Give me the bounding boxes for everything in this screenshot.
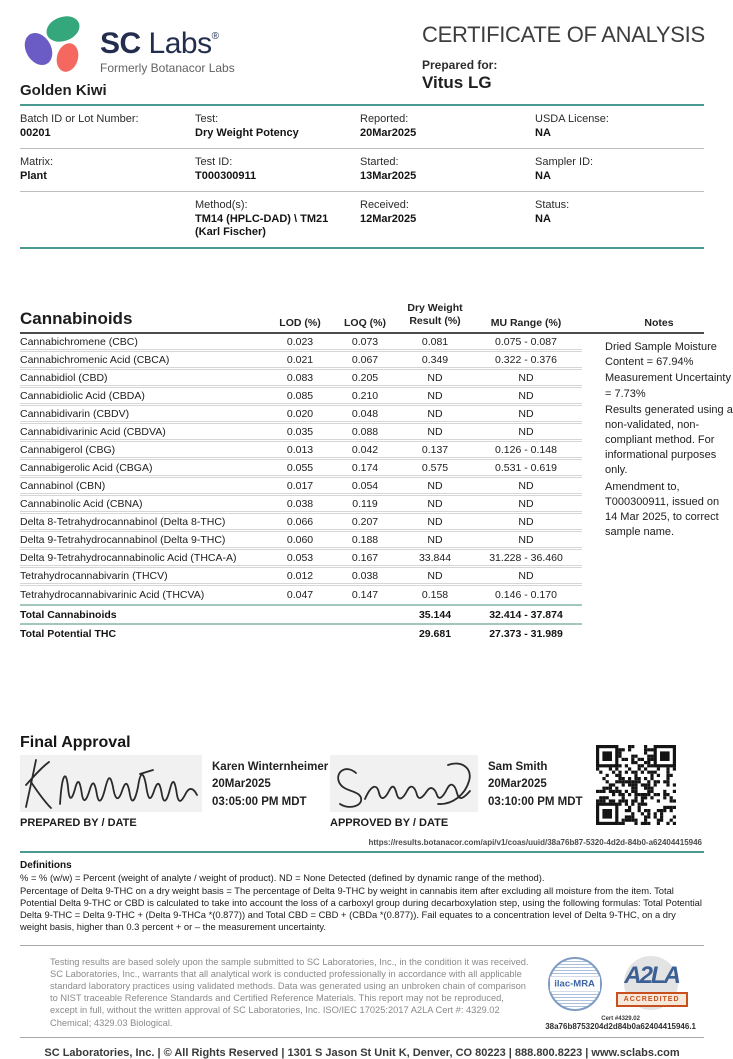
table-row (20, 586, 582, 604)
mu-range-value: 0.126 - 0.148 (495, 443, 557, 456)
table-row (20, 460, 582, 478)
info-value: 00201 (20, 127, 51, 139)
sc-labs-logo (24, 14, 235, 76)
mu-range-value: ND (518, 389, 534, 402)
info-value: T000300911 (195, 169, 257, 182)
table-row (20, 442, 582, 460)
approved-signature (330, 755, 478, 812)
mu-range-value: 0.322 - 0.376 (495, 353, 557, 366)
table-row (20, 568, 582, 586)
mu-range-value: ND (518, 479, 534, 492)
loq-value: 0.119 (352, 497, 378, 510)
coa-url-link[interactable]: https://results.botanacor.com/api/v1/coas/uuid/38a76b87-5320-4d2d-84b0-a62404415946 (20, 835, 704, 853)
lod-value: 0.035 (286, 425, 314, 438)
info-label: Method(s): (195, 198, 248, 211)
info-row (20, 106, 704, 149)
table-row (20, 532, 582, 550)
analyte-name: Cannabinolic Acid (CBNA) (20, 497, 143, 510)
logo-green-dot-icon (43, 12, 83, 46)
report-id: 38a76b8753204d2d84b0a62404415946.1 (545, 1022, 696, 1032)
info-value: 20Mar2025 (360, 127, 417, 139)
sample-info-grid (20, 106, 704, 249)
loq-value: 0.167 (351, 551, 379, 564)
header-right (422, 22, 704, 93)
mu-range-value: ND (518, 407, 534, 420)
ilac-mra-logo (548, 957, 602, 1011)
info-value: 12Mar2025 (360, 212, 417, 225)
lod-value: 0.047 (286, 589, 314, 601)
col-header-lod: LOD (%) (279, 317, 321, 329)
note-text: Dried Sample Moisture Content = 67.94% (605, 341, 717, 369)
table-row (20, 514, 582, 532)
total-potential-thc-row: Total Potential THC 29.681 27.373 - 31.989 (20, 623, 582, 642)
total-result: 29.681 (418, 627, 452, 640)
final-approval-title: Final Approval (20, 734, 131, 751)
info-value: 13Mar2025 (360, 169, 417, 182)
analyte-name: Cannabichromenic Acid (CBCA) (20, 353, 170, 366)
mu-range-value: 31.228 - 36.460 (489, 551, 563, 564)
lod-value: 0.012 (286, 569, 314, 582)
info-label: Started: (360, 155, 399, 168)
logo-text (100, 14, 235, 75)
analyte-name: Cannabidiol (CBD) (20, 371, 108, 384)
note-text: Results generated using a non-validated, non-compliant method. For informational purposes only. (605, 403, 733, 477)
analyte-name: Cannabidivarin (CBDV) (20, 407, 130, 420)
analyte-name: Cannabigerolic Acid (CBGA) (20, 461, 153, 474)
header (20, 0, 704, 106)
prepared-time: 03:05:00 PM MDT (212, 795, 307, 808)
analyte-name: Cannabidiolic Acid (CBDA) (20, 389, 145, 402)
result-value: ND (427, 371, 443, 384)
mu-range-value: ND (518, 533, 534, 546)
cert-number: Cert #4329.02 (601, 1016, 640, 1023)
note-text: Amendment to, T000300911, issued on 14 Mar 2025, to correct sample name. (605, 480, 720, 539)
col-header-result: Dry Weight Result (%) (407, 301, 463, 328)
logo-coral-dot-icon (53, 41, 81, 75)
lod-value: 0.055 (286, 461, 314, 474)
definition-paragraph: Percentage of Delta 9-THC on a dry weight basis = The percentage of Delta 9-THC by weight in cannabis item after excluding all moisture from the item. Total Potential Delta 9-THC or CBD is calculated to take into account the loss of a carboxyl group during decarboxylation step, using the following formulas: Total Potential Delta 9-THC = Delta 9-THC + (Delta 9-THCa *(0.877)) and Total CBD = CBD + (CBDa *(0.877)). Fail equates to a concentration level of Delta 9-THC, on a dry weight basis, higher than 0.3 percent + or – the measurement uncertainty. (20, 885, 702, 933)
a2la-label: A2LA (624, 962, 679, 990)
total-mu: 27.373 - 31.989 (489, 627, 563, 640)
analyte-name: Tetrahydrocannabivarin (THCV) (20, 569, 168, 582)
cannabinoids-title: Cannabinoids (20, 309, 133, 328)
definitions-title: Definitions (20, 860, 72, 871)
table-row (20, 406, 582, 424)
result-value: 0.575 (421, 461, 449, 474)
result-value: ND (427, 407, 443, 420)
table-row (20, 550, 582, 568)
info-row (20, 149, 704, 192)
loq-value: 0.088 (351, 425, 379, 438)
logo-dots-icon (24, 14, 90, 76)
logo-name-light: Labs (148, 27, 212, 60)
logo-name-bold: SC (100, 27, 141, 60)
loq-value: 0.174 (351, 461, 379, 474)
info-label: Status: (535, 198, 570, 211)
analyte-name: Delta 9-Tetrahydrocannabinol (Delta 9-THC) (20, 533, 226, 546)
table-body (20, 334, 704, 604)
mu-range-value: ND (518, 371, 534, 384)
table-row (20, 352, 582, 370)
table-row (20, 424, 582, 442)
approved-by-details (488, 759, 583, 811)
preparer-name: Karen Winternheimer (212, 761, 329, 773)
table-row (20, 370, 582, 388)
result-value: ND (427, 515, 443, 528)
result-value: ND (427, 497, 443, 510)
lod-value: 0.053 (286, 551, 314, 564)
prepared-date: 20Mar2025 (212, 778, 271, 791)
mu-range-value: ND (518, 425, 534, 438)
lod-value: 0.021 (286, 353, 314, 366)
result-value: ND (427, 479, 443, 492)
lod-value: 0.020 (286, 407, 314, 420)
info-label: Test ID: (195, 155, 233, 168)
info-label: USDA License: (535, 113, 609, 125)
approved-date: 20Mar2025 (488, 778, 547, 791)
info-label: Test: (195, 113, 219, 125)
approved-by-label: APPROVED BY / DATE (330, 817, 449, 829)
accreditation-block (545, 956, 696, 1031)
mu-range-value: ND (518, 497, 534, 510)
qr-code (596, 745, 676, 825)
result-value: 0.158 (421, 589, 449, 601)
result-value: ND (427, 533, 443, 546)
total-cannabinoids-row: Total Cannabinoids 35.144 32.414 - 37.874 (20, 604, 582, 623)
analyte-name: Cannabichromene (CBC) (20, 335, 138, 348)
final-approval-section (20, 734, 704, 853)
table-header (20, 303, 704, 334)
col-header-loq: LOQ (%) (344, 317, 386, 329)
info-row (20, 192, 704, 248)
analyte-name: Tetrahydrocannabivarinic Acid (THCVA) (20, 589, 205, 601)
note-text: Measurement Uncertainty = 7.73% (605, 372, 731, 400)
info-value: NA (535, 169, 551, 182)
prepared-by-label: PREPARED BY / DATE (20, 817, 137, 829)
disclaimer-section (20, 946, 704, 1037)
mu-range-value: 0.075 - 0.087 (495, 335, 557, 348)
disclaimer-text: Testing results are based solely upon the sample submitted to SC Laboratories, Inc., in the condition it was received. SC Laboratories, Inc., warrants that all analytical work is conducted professionally in accordance with all applicable standard laboratory practices using validated methods. Data was generated using an unbroken chain of comparison to NIST traceable Reference Standards and Certified Reference Materials. This report may not be reproduced, except in full, without the written approval of SC Laboratories, Inc. ISO/IEC 17025:2017 A2LA Cert #: 4329.02 Chemical; 4329.03 Biological. (50, 957, 529, 1028)
loq-value: 0.054 (351, 479, 379, 492)
info-value: NA (535, 212, 551, 225)
registered-mark: ® (211, 31, 219, 42)
mu-range-value: ND (518, 569, 534, 582)
lod-value: 0.085 (286, 389, 314, 402)
total-result: 35.144 (418, 608, 452, 621)
info-value: TM14 (HPLC-DAD) \ TM21 (Karl Fischer) (195, 212, 329, 239)
lod-value: 0.017 (286, 479, 314, 492)
total-mu: 32.414 - 37.874 (489, 608, 563, 621)
table-row (20, 388, 582, 406)
loq-value: 0.207 (351, 515, 379, 528)
mu-range-value: 0.531 - 0.619 (495, 461, 557, 474)
info-label: Matrix: (20, 155, 53, 168)
result-value: ND (427, 569, 443, 582)
mu-range-value: ND (518, 515, 534, 528)
result-value: ND (427, 425, 443, 438)
loq-value: 0.067 (351, 353, 379, 366)
sample-name: Golden Kiwi (20, 82, 107, 99)
info-value: NA (535, 127, 551, 139)
loq-value: 0.073 (351, 335, 379, 348)
approver-name: Sam Smith (488, 761, 548, 773)
loq-value: 0.210 (351, 389, 379, 402)
notes-column (605, 340, 733, 541)
a2la-logo (610, 956, 694, 1012)
loq-value: 0.147 (351, 589, 379, 601)
loq-value: 0.048 (351, 407, 379, 420)
footer: SC Laboratories, Inc. | © All Rights Reserved | 1301 S Jason St Unit K, Denver, CO 80223 | 888.800.8223 | www.sclabs.com (20, 1037, 704, 1059)
lod-value: 0.013 (286, 443, 314, 456)
result-value: ND (427, 389, 443, 402)
lod-value: 0.023 (286, 335, 314, 348)
document-title: CERTIFICATE OF ANALYSIS (422, 22, 705, 47)
analyte-name: Cannabidivarinic Acid (CBDVA) (20, 425, 166, 438)
info-value: Plant (20, 169, 47, 182)
analyte-name: Cannabigerol (CBG) (20, 443, 116, 456)
client-name: Vitus LG (422, 73, 492, 92)
mu-range-value: 0.146 - 0.170 (495, 589, 557, 601)
lod-value: 0.060 (286, 533, 314, 546)
a2la-accredited-label: ACCREDITED (616, 992, 688, 1007)
cannabinoids-section (20, 301, 733, 642)
result-value: 0.349 (421, 353, 449, 366)
result-value: 0.137 (421, 443, 449, 456)
analyte-name: Cannabinol (CBN) (20, 479, 106, 492)
col-header-mu-range: MU Range (%) (490, 317, 562, 329)
analyte-name: Delta 9-Tetrahydrocannabinolic Acid (THCA-A) (20, 551, 237, 564)
result-value: 0.081 (421, 335, 449, 348)
approved-time: 03:10:00 PM MDT (488, 795, 583, 808)
prepared-for-label: Prepared for: (422, 58, 498, 72)
info-label: Batch ID or Lot Number: (20, 113, 139, 125)
loq-value: 0.042 (351, 443, 379, 456)
table-row (20, 334, 582, 352)
logo-tagline: Formerly Botanacor Labs (100, 61, 235, 75)
lod-value: 0.038 (286, 497, 314, 510)
table-row (20, 478, 582, 496)
loq-value: 0.205 (351, 371, 379, 384)
loq-value: 0.188 (351, 533, 379, 546)
lod-value: 0.083 (286, 371, 314, 384)
lod-value: 0.066 (286, 515, 314, 528)
result-value: 33.844 (418, 551, 452, 564)
col-header-notes: Notes (644, 317, 674, 329)
ilac-mra-label: ilac-MRA (550, 977, 600, 992)
info-label: Received: (360, 198, 409, 211)
definition-paragraph: % = % (w/w) = Percent (weight of analyte / weight of product). ND = None Detected (defined by dynamic range of the method). (20, 872, 545, 883)
prepared-signature (20, 755, 202, 812)
loq-value: 0.038 (351, 569, 379, 582)
table-row (20, 496, 582, 514)
prepared-by-details (212, 759, 328, 811)
info-label: Reported: (360, 113, 409, 125)
definitions-section (20, 860, 704, 933)
info-value: Dry Weight Potency (195, 127, 299, 139)
info-label: Sampler ID: (535, 155, 594, 168)
analyte-name: Delta 8-Tetrahydrocannabinol (Delta 8-THC) (20, 515, 226, 528)
